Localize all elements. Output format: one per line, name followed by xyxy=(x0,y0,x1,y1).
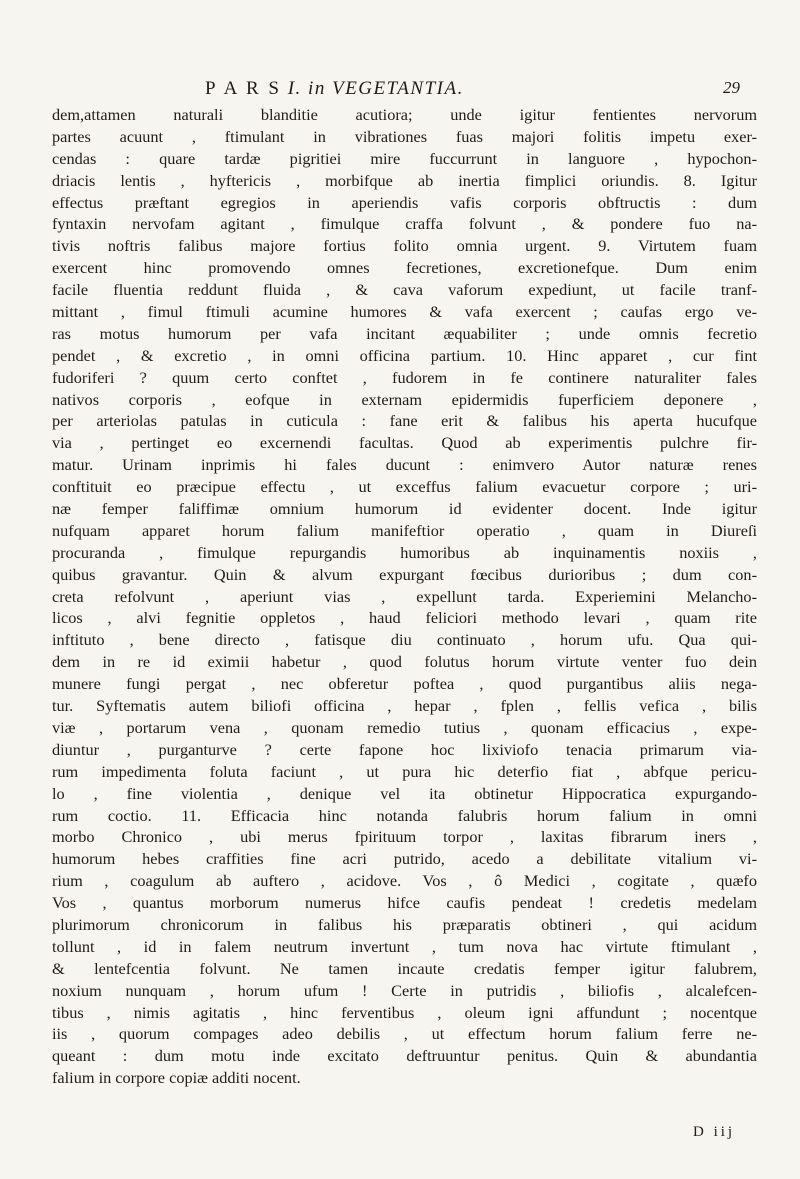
text-line: driacis lentis , hyftericis , morbifque ab inertia fimplici oriundis. 8. Igitur xyxy=(52,170,757,190)
text-line: conftituit eo præcipue effectu , ut exceffus falium evacuetur corpore ; uri- xyxy=(52,477,757,497)
text-line: matur. Urinam inprimis hi fales ducunt : enimvero Autor naturæ renes xyxy=(52,455,757,475)
text-line: inftituto , bene directo , fatisque diu continuato , horum ufu. Qua qui- xyxy=(52,630,757,650)
text-line: iis , quorum compages adeo debilis , ut effectum horum falium ferre ne- xyxy=(52,1024,757,1044)
text-line: cendas : quare tardæ pigritiei mire fuccurrunt in languore , hypochon- xyxy=(52,148,757,168)
text-line: creta refolvunt , aperiunt vias , expellunt tarda. Experiemini Melancho- xyxy=(52,586,757,606)
text-line: & lentefcentia folvunt. Ne tamen incaute credatis femper igitur falubrem, xyxy=(52,958,757,978)
text-line: plurimorum chronicorum in falibus his præparatis obtineri , qui acidum xyxy=(52,914,757,934)
text-line: effectus præftant egregios in aperiendis vafis corporis obftructis : dum xyxy=(52,192,757,212)
text-line: via , pertinget eo excernendi facultas. Quod ab experimentis pulchre fir- xyxy=(52,433,757,453)
text-line: nativos corporis , eofque in externam epidermidis fuperficiem deponere , xyxy=(52,389,757,409)
text-line: rum coctio. 11. Efficacia hinc notanda falubris horum falium in omni xyxy=(52,805,757,825)
text-line: humorum hebes craffities fine acri putrido, acedo a debilitate vitalium vi- xyxy=(52,849,757,869)
text-line: dem in re id eximii habetur , quod folutus horum virtute venter fuo dein xyxy=(52,652,757,672)
text-line: noxium nunquam , horum ufum ! Certe in putridis , biliofis , alcalefcen- xyxy=(52,980,757,1000)
text-line: dem,attamen naturali blanditie acutiora; unde igitur fentientes nervorum xyxy=(52,105,757,124)
text-line: næ femper faliffimæ omnium humorum id evidenter docent. Inde igitur xyxy=(52,499,757,519)
running-head-main: I. in VEGETANTIA. xyxy=(287,78,464,99)
signature-mark: D iij xyxy=(693,1124,736,1140)
text-line: rium , coagulum ab auftero , acidove. Vos , ô Medici , cogitate , quæfo xyxy=(52,871,757,891)
text-line: pendet , & excretio , in omni officina partium. 10. Hinc apparet , cur fint xyxy=(52,345,757,365)
text-line: quibus gravantur. Quin & alvum expurgant fœcibus durioribus ; dum con- xyxy=(52,564,757,584)
body-text xyxy=(52,104,757,1089)
text-line: falium in corpore copiæ additi nocent. xyxy=(52,1068,301,1088)
text-line: diuntur , purganturve ? certe fapone hoc lixiviofo tenacia primarum via- xyxy=(52,739,757,759)
text-line: tur. Syftematis autem biliofi officina , hepar , fplen , fellis vefica , bilis xyxy=(52,696,757,716)
text-line: morbo Chronico , ubi merus fpirituum torpor , laxitas fibrarum iners , xyxy=(52,827,757,847)
text-line: lo , fine violentia , denique vel ita obtinetur Hippocratica expurgando- xyxy=(52,783,757,803)
text-line: munere fungi pergat , nec obferetur poftea , quod purgantibus aliis nega- xyxy=(52,674,757,694)
running-head-title xyxy=(205,78,464,100)
text-line: nufquam apparet horum falium manifeftior operatio , quam in Diureſi xyxy=(52,520,757,540)
text-line: queant : dum motu inde excitato deftruuntur penitus. Quin & abundantia xyxy=(52,1046,757,1066)
text-line: viæ , portarum vena , quonam remedio tutius , quonam efficacius , expe- xyxy=(52,717,757,737)
page-number: 29 xyxy=(723,78,740,97)
text-line: Vos , quantus morborum numerus hifce caufis pendeat ! credetis medelam xyxy=(52,893,757,913)
text-line: exercent hinc promovendo omnes fecretiones, excretionefque. Dum enim xyxy=(52,258,757,278)
text-line: mittant , fimul ftimuli acumine humores & vafa exercent ; caufas ergo ve- xyxy=(52,302,757,322)
text-line: ras motus humorum per vafa incitant æquabiliter ; unde omnis fecretio xyxy=(52,323,757,343)
text-line: partes acuunt , ftimulant in vibrationes fuas majori folitis impetu exer- xyxy=(52,126,757,146)
text-line: tibus , nimis agitatis , hinc ferventibus , oleum igni affundunt ; nocentque xyxy=(52,1002,757,1022)
text-line: facile fluentia reddunt fluida , & cava vaforum expediunt, ut facile tranf- xyxy=(52,280,757,300)
running-head xyxy=(0,78,800,102)
text-line: fyntaxin nervofam agitant , fimulque craffa folvunt , & pondere fuo na- xyxy=(52,214,757,234)
text-line: rum impedimenta foluta faciunt , ut pura hic deterfio fiat , abfque pericu- xyxy=(52,761,757,781)
text-line: licos , alvi fegnitie oppletos , haud feliciori methodo levari , quam rite xyxy=(52,608,757,628)
text-line: fudoriferi ? quum certo conftet , fudorem in fe continere naturaliter fales xyxy=(52,367,757,387)
text-line: procuranda , fimulque repurgandis humoribus ab inquinamentis noxiis , xyxy=(52,542,757,562)
text-line: tivis noftris falibus majore fortius folito omnia urgent. 9. Virtutem fuam xyxy=(52,236,757,256)
text-line: per arteriolas patulas in cuticula : fane erit & falibus his aperta hucufque xyxy=(52,411,757,431)
running-head-prefix: P A R S xyxy=(205,78,282,99)
text-line: tollunt , id in falem neutrum invertunt , tum nova hac virtute ftimulant , xyxy=(52,936,757,956)
